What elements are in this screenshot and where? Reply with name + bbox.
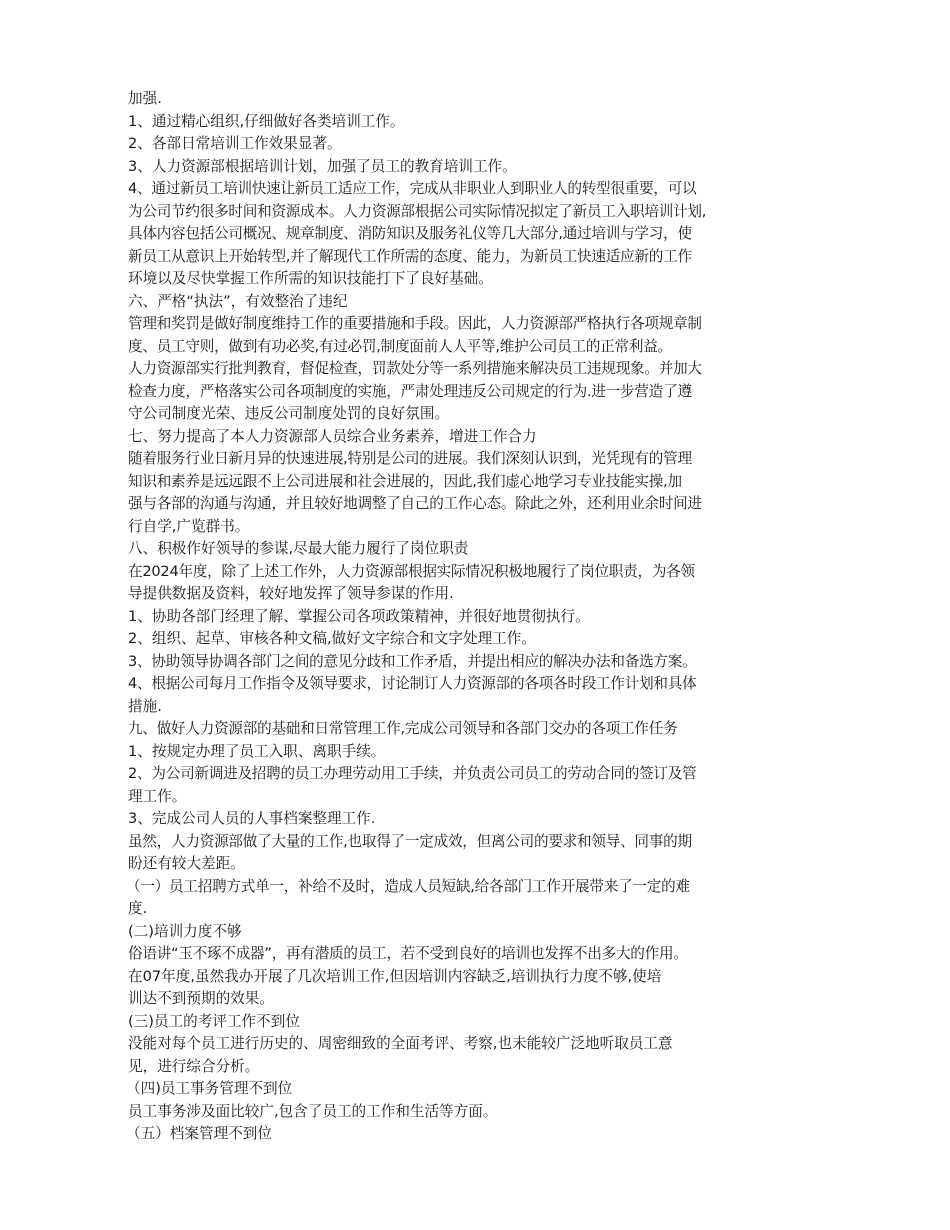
text-line: 为公司节约很多时间和资源成本。人力资源部根据公司实际情况拟定了新员工入职培训计划, bbox=[128, 202, 707, 220]
section-heading: 七、努力提高了本人力资源部人员综合业务素养，增进工作合力 bbox=[128, 427, 537, 445]
text-line: 守公司制度光荣、违反公司制度处罚的良好氛围。 bbox=[128, 405, 450, 422]
subsection-heading: （四)员工事务管理不到位 bbox=[126, 1080, 293, 1097]
text-line: 虽然，人力资源部做了大量的工作,也取得了一定成效，但离公司的要求和领导、同事的期 bbox=[128, 832, 692, 850]
document-body bbox=[128, 88, 828, 1146]
text-line: 人力资源部实行批判教育，督促检查，罚款处分等一系列措施来解决员工违规现象。并加大 bbox=[128, 360, 702, 377]
text-line: 在2024年度，除了上述工作外，人力资源部根据实际情况积极地履行了岗位职责，为各领 bbox=[128, 562, 695, 580]
section-heading: 九、做好人力资源部的基础和日常管理工作,完成公司领导和各部门交办的各项工作任务 bbox=[128, 720, 678, 737]
text-line: 具体内容包括公司概况、规章制度、消防知识及服务礼仪等几大部分,通过培训与学习，使 bbox=[128, 225, 692, 242]
subsection-heading: (三)员工的考评工作不到位 bbox=[128, 1012, 300, 1030]
text-line: 俗语讲“玉不琢不成器”，再有潜质的员工，若不受到良好的培训也发挥不出多大的作用。 bbox=[128, 945, 688, 962]
text-line: 加强. bbox=[128, 90, 162, 107]
text-line: 环境以及尽快掌握工作所需的知识技能打下了良好基础。 bbox=[128, 270, 493, 287]
list-item: 3、人力资源部根据培训计划，加强了员工的教育培训工作。 bbox=[128, 157, 517, 175]
list-item: 2、组织、起草、审核各种文稿,做好文字综合和文字处理工作。 bbox=[128, 630, 536, 647]
text-line: 管理和奖罚是做好制度维持工作的重要措施和手段。因此，人力资源部严格执行各项规章制 bbox=[128, 315, 702, 332]
section-heading: 六、严格“执法”，有效整治了违纪 bbox=[128, 292, 348, 310]
section-heading: 八、积极作好领导的参谋,尽最大能力履行了岗位职责 bbox=[128, 540, 469, 557]
list-item: 1、按规定办理了员工入职、离职手续。 bbox=[128, 742, 386, 760]
text-line: 见，进行综合分析。 bbox=[128, 1057, 260, 1075]
text-line: 随着服务行业日新月异的快速进展,特别是公司的进展。我们深刻认识到，光凭现有的管理 bbox=[128, 450, 692, 467]
subsection-heading: （五）档案管理不到位 bbox=[126, 1125, 272, 1142]
text-line: 没能对每个员工进行历史的、周密细致的全面考评、考察,也未能较广泛地听取员工意 bbox=[128, 1035, 673, 1052]
text-line: 知识和素养是远远跟不上公司进展和社会进展的，因此,我们虚心地学习专业技能实操,加 bbox=[128, 472, 682, 490]
text-line: 导提供数据及资料，较好地发挥了领导参谋的作用. bbox=[128, 585, 454, 602]
list-item: 1、通过精心组织,仔细做好各类培训工作。 bbox=[128, 112, 405, 130]
list-item: 1、协助各部门经理了解、掌握公司各项政策精神，并很好地贯彻执行。 bbox=[128, 607, 590, 625]
text-line: 检查力度，严格落实公司各项制度的实施，严肃处理违反公司规定的行为.进一步营造了遵 bbox=[128, 382, 692, 400]
text-line: 措施. bbox=[128, 697, 162, 715]
text-line: 强与各部的沟通与沟通，并且较好地调整了自己的工作心态。除此之外，还利用业余时间进 bbox=[128, 495, 702, 512]
text-line: 新员工从意识上开始转型,并了解现代工作所需的态度、能力，为新员工快速适应新的工作 bbox=[128, 247, 692, 265]
list-item: 3、协助领导协调各部门之间的意见分歧和工作矛盾，并提出相应的解决办法和备选方案。 bbox=[128, 652, 697, 670]
list-item: 2、各部日常培训工作效果显著。 bbox=[128, 135, 342, 152]
list-item: 4、根据公司每月工作指令及领导要求，讨论制订人力资源部的各项各时段工作计划和具体 bbox=[128, 675, 697, 692]
text-line: 训达不到预期的效果。 bbox=[128, 990, 274, 1007]
text-line: 员工事务涉及面比较广,包含了员工的工作和生活等方面。 bbox=[128, 1102, 498, 1120]
text-line: 度、员工守则，做到有功必奖,有过必罚,制度面前人人平等,维护公司员工的正常利益。 bbox=[128, 337, 672, 355]
text-line: 行自学,广览群书。 bbox=[128, 517, 250, 535]
text-line: 盼还有较大差距。 bbox=[128, 855, 245, 872]
subsection-heading: (二)培训力度不够 bbox=[128, 922, 242, 940]
subsection-heading: （一）员工招聘方式单一，补给不及时，造成人员短缺,给各部门工作开展带来了一定的难 bbox=[126, 877, 690, 895]
text-line: 在07年度,虽然我办开展了几次培训工作,但因培训内容缺乏,培训执行力度不够,使培 bbox=[128, 967, 662, 985]
list-item: 2、为公司新调进及招聘的员工办理劳动用工手续，并负责公司员工的劳动合同的签订及管 bbox=[128, 765, 697, 782]
text-line: 理工作。 bbox=[128, 787, 187, 805]
list-item: 4、通过新员工培训快速让新员工适应工作，完成从非职业人到职业人的转型很重要，可以 bbox=[128, 180, 697, 197]
text-line: 度. bbox=[128, 900, 148, 917]
list-item: 3、完成公司人员的人事档案整理工作. bbox=[128, 810, 376, 827]
